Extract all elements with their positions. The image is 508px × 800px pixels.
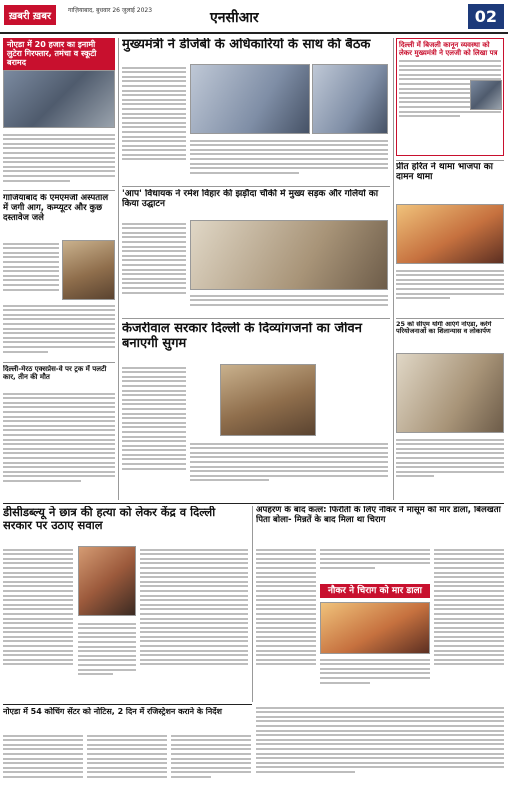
story-dcw (3, 506, 248, 542)
victim-family-photo (320, 602, 430, 654)
body-text (3, 302, 115, 360)
body-text (122, 64, 186, 184)
body-text (256, 704, 504, 798)
lead-photo-officials (312, 64, 388, 134)
headline: अपहरण के बाद कत्ल: फिरौती के लिए नौकर ने मासूम को मार डाला, बिलखता पिता बोला- मिन्नतें के बाद मिला था चिराग (256, 506, 501, 525)
story-yogi-noida (396, 321, 504, 351)
lead-story (122, 38, 390, 62)
headline: 25 को सीएम योगी आएंगे नोएडा, करेंगे परियोजनाओं का शिलान्यास व लोकार्पण (396, 321, 492, 336)
story-photo (62, 240, 115, 300)
aap-inauguration-photo (190, 220, 388, 290)
body-text (122, 364, 186, 499)
body-text (3, 240, 59, 300)
body-text (396, 436, 504, 500)
minister-portrait (220, 364, 316, 436)
story-aap-mla (122, 189, 390, 217)
story-kidnap (256, 506, 504, 542)
headline: गाजियाबाद के एमएमजी अस्पताल में जगी आग, कम्प्यूटर और कुछ दस्तावेज जले (3, 194, 109, 223)
body-text (190, 440, 388, 500)
body-text (171, 732, 251, 798)
body-text (396, 267, 504, 315)
story-kejriwal-divyang (122, 322, 390, 360)
banner-headline: नौकर ने चिराग को मार डाला (320, 584, 430, 598)
body-text (190, 137, 388, 184)
story-preeti (396, 162, 504, 202)
headline: नोएडा में 20 हजार का इनामी लुटेरा गिरफ्तार, तमंचा व स्कूटी बरामद (3, 38, 115, 70)
date-line: गाज़ियाबाद, बुधवार 26 जुलाई 2023 (68, 7, 153, 14)
page-number: 02 (468, 4, 504, 29)
body-text (3, 546, 73, 696)
section-title: एनसीआर (210, 10, 259, 26)
lead-photo-meeting (190, 64, 310, 134)
body-text (140, 546, 248, 696)
body-text (256, 546, 316, 696)
noida-project-photo (396, 353, 504, 433)
body-text (320, 546, 430, 582)
kidnap-banner (320, 584, 430, 600)
body-text (320, 656, 430, 696)
body-text (3, 390, 115, 500)
body-text (434, 546, 504, 696)
headline: दिल्ली में बिजली कानून व्यवस्था को लेकर मुख्यमंत्री ने एलजी को लिखा पत्र (399, 41, 498, 58)
headline: केजरीवाल सरकार दिल्ली के दिव्यांगजनों का जीवन बनाएगी सुगम (122, 322, 362, 351)
story-noida-coaching (3, 707, 252, 731)
headline: 'आप' विधायक ने रमेश विहार की झड़ौदा चौकी में मुख्य सड़क और गलियों का किया उद्घाटन (122, 189, 379, 210)
body-text (87, 732, 167, 798)
body-text (122, 220, 186, 315)
newspaper-brand: ख़बरी ख़बर (4, 5, 56, 25)
body-text (3, 732, 83, 798)
headline: नोएडा में 54 कोचिंग सेंटर को नोटिस, 2 दिन में रजिस्ट्रेशन कराने के निर्देश (3, 707, 222, 716)
page-header (0, 0, 508, 34)
cm-portrait (470, 80, 502, 110)
dcw-chief-photo (78, 546, 136, 616)
story-delhi-meerut (3, 365, 115, 389)
lead-headline: मुख्यमंत्री ने डीजेबी के अधिकारियों के साथ की बैठक (122, 38, 371, 52)
body-text (190, 292, 388, 316)
headline: प्रीत हरित ने थामा भाजपा का दामन थामा (396, 162, 493, 183)
story-photo (3, 70, 115, 128)
story-ghaziabad-fire (3, 194, 115, 238)
body-text (3, 131, 115, 186)
headline: डीसीडब्ल्यू ने छात्र की हत्या को लेकर केंद्र व दिल्ली सरकार पर उठाए सवाल (3, 506, 216, 533)
bjp-joining-photo (396, 204, 504, 264)
headline: दिल्ली-मेरठ एक्सप्रेस-वे पर ट्रक में पलटी कार, तीन की मौत (3, 365, 107, 382)
body-text (78, 620, 136, 696)
